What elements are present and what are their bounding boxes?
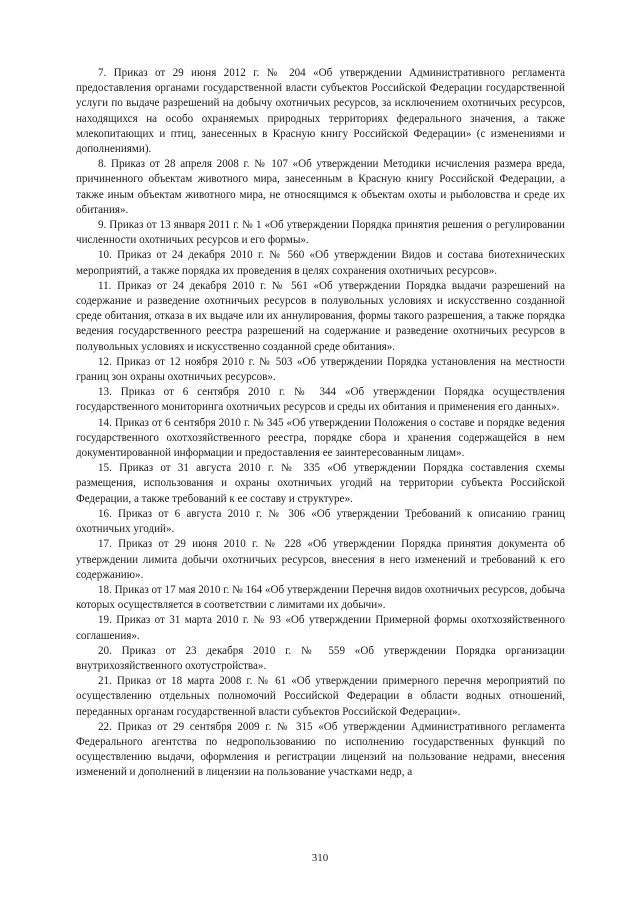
document-body [76, 66, 565, 781]
paragraph-item-21: 21. Приказ от 18 марта 2008 г. № 61 «Об утверждении примерного перечня мероприятий по осуществлению отдельных полномочий Российской Федерации в области водных отношений, переданных органам государственной власти субъектов Российской Федерации». [76, 675, 565, 718]
paragraph-item-8: 8. Приказ от 28 апреля 2008 г. № 107 «Об утверждении Методики исчисления размера вреда, причиненного объектам животного мира, занесенным в Красную книгу Российской Федерации, а также иным объектам животного мира, не относящимся к объектам охоты и рыболовства и среде их обитания». [76, 158, 565, 216]
paragraph-item-22: 22. Приказ от 29 сентября 2009 г. № 315 «Об утверждении Административного регламента Федерального агентства по недропользованию по исполнению государственных функций по осуществлению выдачи, оформления и регистрации лицензий на пользование недрами, внесения изменений и дополнений в лицензии на пользование участками недр, а [76, 720, 565, 779]
paragraph-item-7: 7. Приказ от 29 июня 2012 г. № 204 «Об утверждении Административного регламента предоставления органами государственной власти субъектов Российской Федерации государственной услуги по выдаче разрешений на добычу охотничьих ресурсов, за исключением охотничьих ресурсов, находящихся на особо охраняемых природных территориях федерального значения, а также млекопитающих и птиц, занесенных в Красную книгу Российской Федерации» (с изменениями и дополнениями). [76, 67, 565, 156]
paragraph-item-16: 16. Приказ от 6 августа 2010 г. № 306 «Об утверждении Требований к описанию границ охотничьих угодий». [76, 507, 565, 536]
page-number: 310 [311, 852, 329, 864]
paragraph-item-15: 15. Приказ от 31 августа 2010 г. № 335 «Об утверждении Порядка составления схемы размещения, использования и охраны охотничьих угодий на территории субъекта Российской Федерации, а также требований к ее составу и структуре». [76, 462, 565, 505]
paragraph-item-17: 17. Приказ от 29 июня 2010 г. № 228 «Об утверждении Порядка принятия документа об утверждении лимита добычи охотничьих ресурсов, внесения в него изменений и требований к его содержанию». [76, 538, 565, 581]
paragraph-item-9: 9. Приказ от 13 января 2011 г. № 1 «Об утверждении Порядка принятия решения о регулировании численности охотничьих ресурсов и его формы». [76, 219, 565, 247]
paragraph-item-14: 14. Приказ от 6 сентября 2010 г. № 345 «Об утверждении Положения о составе и порядке ведения государственного охотхозяйственного реестра, порядке сбора и хранения содержащейся в нем документированной информации и предоставления ее заинтересованным лицам». [76, 416, 565, 460]
paragraph-item-12: 12. Приказ от 12 ноября 2010 г. № 503 «Об утверждении Порядка установления на местности границ зон охраны охотничьих ресурсов». [76, 355, 565, 384]
paragraph-item-20: 20. Приказ от 23 декабря 2010 г. № 559 «Об утверждении Порядка организации внутрихозяйственного охотустройства». [76, 644, 565, 672]
paragraph-item-19: 19. Приказ от 31 марта 2010 г. № 93 «Об утверждении Примерной формы охотхозяйственного соглашения». [76, 614, 565, 642]
paragraph-item-10: 10. Приказ от 24 декабря 2010 г. № 560 «Об утверждении Видов и состава биотехнических мероприятий, а также порядка их проведения в целях сохранения охотничьих ресурсов». [76, 249, 565, 277]
paragraph-item-11: 11. Приказ от 24 декабря 2010 г. № 561 «Об утверждении Порядка выдачи разрешений на содержание и разведение охотничьих ресурсов в полувольных условиях и искусственно созданной среде обитания, отказа в их выдаче или их аннулирования, формы такого разрешения, а также порядка ведения государственного реестра разрешений на содержание и разведение охотничьих ресурсов в полувольных условиях и искусственно созданной среде обитания». [76, 279, 565, 353]
paragraph-item-18: 18. Приказ от 17 мая 2010 г. № 164 «Об утверждении Перечня видов охотничьих ресурсов, добыча которых осуществляется в соответствии с лимитами их добычи». [76, 583, 565, 612]
paragraph-item-13: 13. Приказ от 6 сентября 2010 г. № 344 «Об утверждении Порядка осуществления государственного мониторинга охотничьих ресурсов и среды их обитания и применения его данных». [76, 386, 565, 414]
